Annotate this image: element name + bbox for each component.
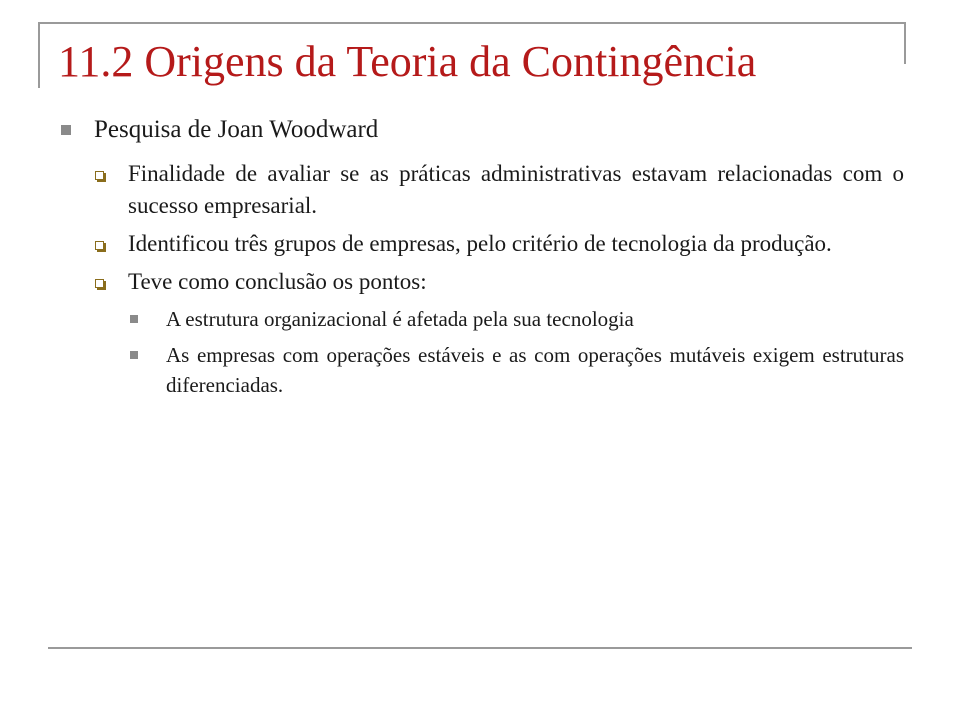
sub-point-2 (94, 228, 904, 260)
footer-rule (48, 647, 912, 649)
bullet-main-point (58, 110, 904, 150)
square-bullet-icon (130, 351, 138, 359)
conclusion-text: As empresas com operações estáveis e as com operações mutáveis exigem estruturas diferenciadas. (166, 343, 904, 397)
sub-point-text: Identificou três grupos de empresas, pelo critério de tecnologia da produção. (128, 231, 832, 256)
sub-point-1 (94, 158, 904, 222)
sub-point-3 (94, 266, 904, 298)
square-bullet-icon (130, 315, 138, 323)
frame-top-rule (40, 22, 906, 24)
conclusion-2 (128, 340, 904, 400)
checkbox-bullet-icon (95, 241, 104, 250)
sub-point-text: Teve como conclusão os pontos: (128, 269, 427, 294)
main-point-text: Pesquisa de Joan Woodward (94, 116, 379, 143)
square-bullet-icon (61, 125, 71, 135)
checkbox-bullet-icon (95, 171, 104, 180)
sub-point-text: Finalidade de avaliar se as práticas administrativas estavam relacionadas com o sucesso empresarial. (128, 161, 904, 218)
conclusion-1 (128, 304, 904, 334)
frame-left-rule (38, 22, 40, 88)
conclusion-text: A estrutura organizacional é afetada pela sua tecnologia (166, 307, 634, 331)
checkbox-bullet-icon (95, 279, 104, 288)
slide-title: 11.2 Origens da Teoria da Contingência (58, 37, 757, 86)
slide-content (58, 110, 904, 400)
frame-right-rule (904, 22, 906, 64)
